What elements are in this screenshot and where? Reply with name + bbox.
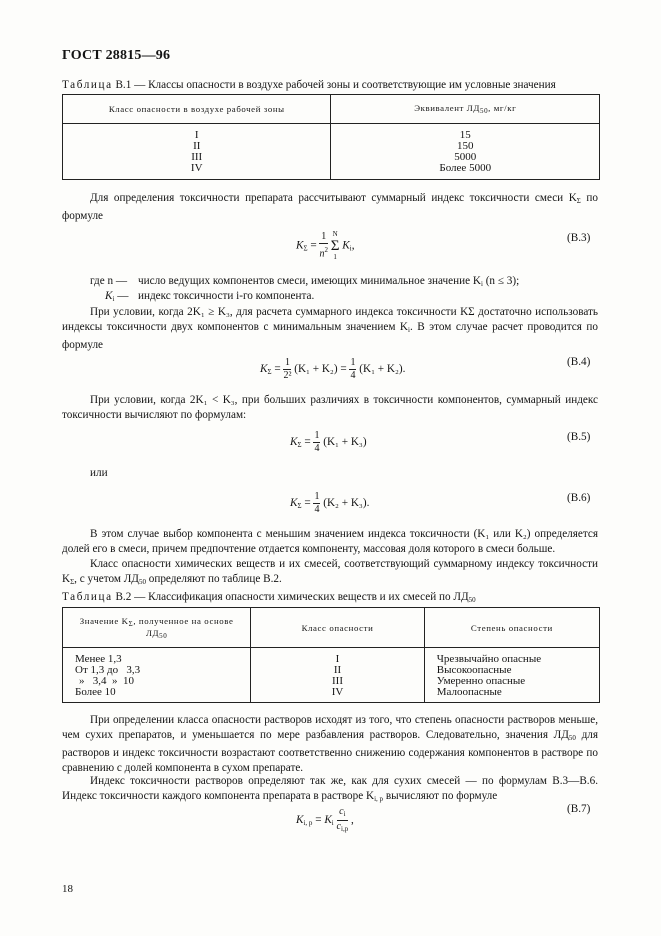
table2-caption-text: В.2 — Классификация опасности химических веществ и их смесей по ЛД xyxy=(115,591,469,603)
table2-col3-header-text: Степень опасности xyxy=(470,622,553,633)
paragraph-5-sub: Σ xyxy=(70,578,75,586)
b4-lhs-sub: Σ xyxy=(267,368,272,377)
paragraph-1-text: Для определения токсичности препарата рассчитывают суммарный индекс токсичности смеси K xyxy=(90,192,577,204)
equation-b7 xyxy=(296,806,354,835)
b5-eq: = xyxy=(304,436,311,449)
b7-eq: = xyxy=(315,814,322,827)
table2-degree-cell xyxy=(424,648,599,703)
table1-col2-header-text: Эквивалент ЛД xyxy=(414,103,480,113)
equation-number-b4: (В.4) xyxy=(567,356,591,368)
table1-caption xyxy=(62,79,556,91)
paragraph-5-sub2: 50 xyxy=(138,578,146,586)
table-row: Менее 1,3 xyxy=(75,653,122,665)
table-row: I xyxy=(335,653,340,665)
table2-caption-label: Таблица xyxy=(62,591,113,603)
where-n-label: где n — xyxy=(90,275,128,287)
b3-lhs-sub: Σ xyxy=(303,244,308,253)
paragraph-4 xyxy=(62,527,598,557)
table2-col1-header-sub: Σ xyxy=(128,619,134,628)
b4-tail: (K₁ + K₂). xyxy=(359,363,406,376)
b7-mid: K xyxy=(324,814,332,827)
b4-den1: 2² xyxy=(283,370,292,381)
table1-caption-text: В.1 — Классы опасности в воздухе рабочей зоны и соответствующие им условные значения xyxy=(115,79,556,91)
table1-col1-header xyxy=(63,95,331,124)
table-row: Более 5000 xyxy=(439,162,492,174)
where-n-text: число ведущих компонентов смеси, имеющих минимальное значение K xyxy=(138,275,481,287)
b4-num1: 1 xyxy=(284,357,290,368)
table-row: Более 10 xyxy=(75,686,116,698)
b3-term: K xyxy=(342,239,350,252)
table2-col1-header-b: , полученное на основе ЛД xyxy=(133,615,234,638)
equation-b4 xyxy=(260,357,405,382)
where-k-label: K xyxy=(105,290,113,302)
b3-tail: , xyxy=(351,239,355,252)
b5-lhs: K xyxy=(290,436,298,449)
b3-eq: = xyxy=(310,239,317,252)
table2-col1-header xyxy=(63,608,251,648)
paragraph-5-mid: , с учетом ЛД xyxy=(74,573,139,585)
table-row: 150 xyxy=(456,140,474,152)
table2-caption xyxy=(62,591,476,604)
paragraph-1-sub: Σ xyxy=(576,197,581,205)
paragraph-2 xyxy=(62,305,598,353)
paragraph-3 xyxy=(62,393,598,423)
b7-num: c xyxy=(339,806,344,817)
table1-col2-header xyxy=(331,95,600,124)
b6-num: 1 xyxy=(314,491,320,502)
where-n-sub: i xyxy=(480,280,483,288)
paragraph-4-text: В этом случае выбор компонента с меньшим значением индекса токсичности (K₁ или K₂) определяется долей его в смеси, причем предпочтение отдается компоненту, массовая доля которого в смеси больше. xyxy=(62,528,598,555)
b3-sum-bottom: 1 xyxy=(333,253,337,261)
paragraph-5-text: Класс опасности химических веществ и их смесей, соответствующий суммарному индексу токсичности K xyxy=(62,558,598,585)
b5-den: 4 xyxy=(314,443,320,454)
b4-num2: 1 xyxy=(350,357,356,368)
b6-eq: = xyxy=(304,497,311,510)
table-row: Малоопасные xyxy=(436,686,502,698)
table-row: Чрезвычайно опасные xyxy=(436,653,542,665)
b6-lhs-sub: Σ xyxy=(297,502,302,511)
b3-den-sup: 2 xyxy=(324,246,328,255)
table-row: Умеренно опасные xyxy=(436,675,526,687)
table2-value-cell xyxy=(63,648,251,703)
paragraph-6-end: для растворов и индекс токсичности возрастают соответственно снижению содержания компонентов в растворе по сравнению с долей компонента в сухом препарате. xyxy=(62,729,598,774)
b3-term-sub: i xyxy=(349,244,352,253)
table-row: IV xyxy=(331,686,344,698)
table2-col1-header-sub2: 50 xyxy=(159,631,168,640)
table-row: » 3,4 » 10 xyxy=(79,675,134,687)
b6-tail: (K₂ + K₃). xyxy=(323,497,370,510)
equation-b5 xyxy=(290,430,367,455)
sum-symbol-icon: Σ xyxy=(330,238,340,254)
table-row: Высокоопасные xyxy=(436,664,512,676)
b5-num: 1 xyxy=(314,430,320,441)
table2-caption-sub: 50 xyxy=(468,596,476,604)
b4-eq: = xyxy=(274,363,281,376)
b4-fraction-1 xyxy=(283,357,291,382)
table1-caption-label: Таблица xyxy=(62,79,113,91)
paragraph-6-sub: 50 xyxy=(568,734,576,742)
page-number: 18 xyxy=(62,883,73,895)
b4-fraction-2 xyxy=(349,357,356,382)
where-n-end: (n ≤ 3); xyxy=(482,275,520,287)
paragraph-7-sub: i, р xyxy=(374,795,384,803)
table-row: II xyxy=(193,140,201,152)
equation-number-b7: (В.7) xyxy=(567,803,591,815)
table2-col2-header-text: Класс опасности xyxy=(301,622,374,633)
paragraph-3-text: При условии, когда 2K₁ < K₃, при больших различиях в токсичности компонентов, суммарный индекс токсичности вычисляют по формулам: xyxy=(62,394,598,421)
b7-num-sub: i xyxy=(343,810,346,818)
table-row: I xyxy=(194,129,199,141)
paragraph-2-sub: i xyxy=(408,326,410,334)
table-row: III xyxy=(332,675,343,687)
equation-number-b5: (В.5) xyxy=(567,431,591,443)
paragraph-6 xyxy=(62,713,598,776)
b7-mid-sub: i xyxy=(331,819,334,828)
paragraph-5 xyxy=(62,557,598,590)
table1-col2-header-unit: , мг/кг xyxy=(488,103,517,113)
table-row: От 1,3 до 3,3 xyxy=(75,664,141,676)
b7-lhs: K xyxy=(296,814,304,827)
table-row: IV xyxy=(190,162,203,174)
b5-lhs-sub: Σ xyxy=(297,441,302,450)
table2-class-cell xyxy=(251,648,424,703)
b3-num: 1 xyxy=(321,231,327,243)
paragraph-7-text: Индекс токсичности растворов определяют так же, как для сухих смесей — по формулам В.3—В.6. Индекс токсичности каждого компонента препарата в растворе K xyxy=(62,775,598,802)
paragraph-1 xyxy=(62,191,598,224)
b6-lhs: K xyxy=(290,497,298,510)
b3-den: n xyxy=(319,248,325,260)
table2-col2-header xyxy=(251,608,424,648)
table1-col2-header-sub: 50 xyxy=(479,107,489,115)
b4-den2: 4 xyxy=(350,370,356,381)
table-row: 5000 xyxy=(454,151,477,163)
or-word: или xyxy=(90,467,108,479)
where-n xyxy=(90,275,519,288)
b5-tail: (K₁ + K₃) xyxy=(323,436,367,449)
b3-fraction xyxy=(319,231,328,260)
where-k-sub: i xyxy=(112,295,115,303)
paragraph-1-end: по формуле xyxy=(62,192,598,222)
table1 xyxy=(62,94,600,180)
b4-lhs: K xyxy=(260,363,268,376)
table1-value-cell xyxy=(331,124,600,180)
paragraph-2-text: При условии, когда 2K₁ ≥ K₃, для расчета суммарного индекса токсичности KΣ достаточно использовать индексы токсичности двух компонентов с минимальным значением K xyxy=(62,306,598,333)
b3-sum xyxy=(331,230,340,262)
where-k-dash: — xyxy=(114,290,129,302)
b7-fraction xyxy=(337,806,349,835)
equation-b3 xyxy=(296,230,355,262)
paragraph-6-text: При определении класса опасности растворов исходят из того, что степень опасности растворов меньше, чем сухих препаратов, и уменьшается по мере разбавления растворов. Следовательно, значения ЛД xyxy=(62,714,598,741)
paragraph-5-end: определяют по таблице В.2. xyxy=(145,573,282,585)
equation-number-b6: (В.6) xyxy=(567,492,591,504)
b7-den-sub: i,р xyxy=(341,825,349,833)
b3-sum-top: N xyxy=(332,230,338,238)
table1-col1-header-text: Класс опасности в воздухе рабочей зоны xyxy=(108,104,285,114)
b3-lhs: K xyxy=(296,239,304,252)
table-row: III xyxy=(191,151,203,163)
b6-den: 4 xyxy=(314,504,320,515)
table-row: II xyxy=(333,664,342,676)
b7-tail: , xyxy=(351,814,354,827)
table2-col3-header xyxy=(424,608,599,648)
table2-col1-header-a: Значение K xyxy=(79,615,129,626)
equation-number-b3: (В.3) xyxy=(567,232,591,244)
table1-class-cell xyxy=(63,124,331,180)
b5-fraction xyxy=(313,430,320,455)
b6-fraction xyxy=(313,491,320,516)
b7-den: c xyxy=(336,821,341,832)
paragraph-2-end: . В этом случае расчет проводится по формуле xyxy=(62,321,598,351)
paragraph-7-end: вычисляют по формуле xyxy=(383,790,498,802)
b7-lhs-sub: i, р xyxy=(303,819,313,828)
paragraph-7 xyxy=(62,774,598,807)
b4-middle: (K₁ + K₂) = xyxy=(294,363,347,376)
table2 xyxy=(62,607,600,703)
table-row: 15 xyxy=(459,129,471,141)
where-k xyxy=(105,290,314,303)
document-code: ГОСТ 28815—96 xyxy=(62,48,171,63)
equation-b6 xyxy=(290,491,369,516)
where-k-text: индекс токсичности i-го компонента. xyxy=(138,290,315,302)
